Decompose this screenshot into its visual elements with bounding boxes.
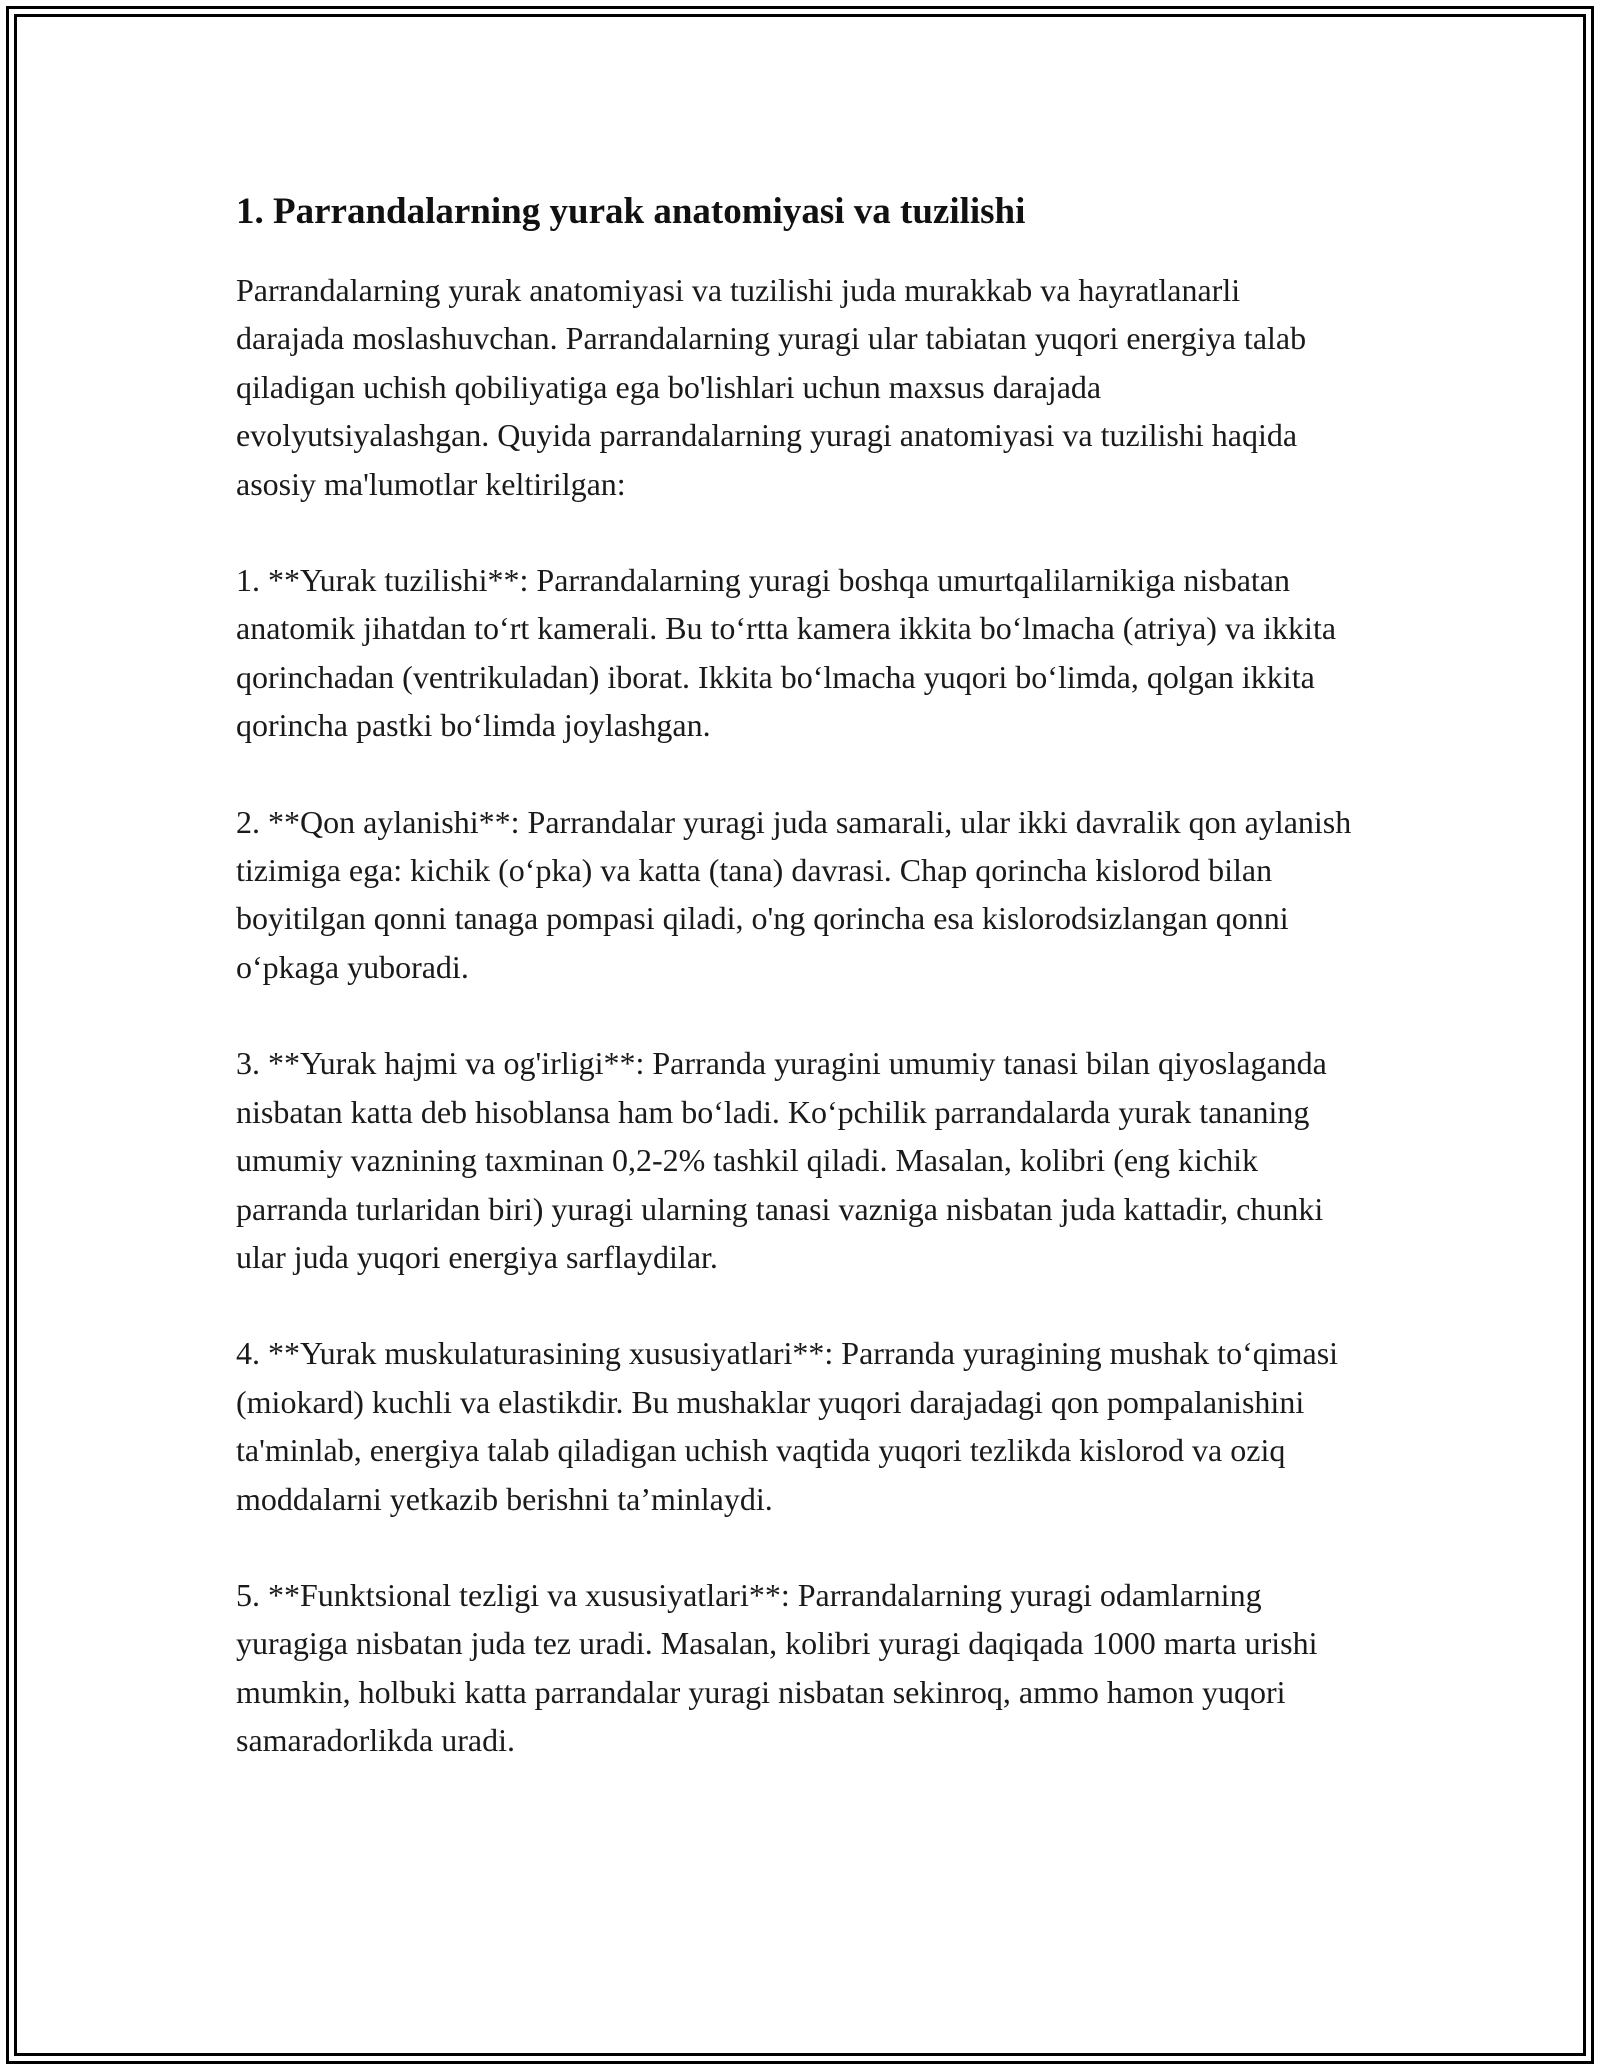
paragraph-heart-size-weight: 3. **Yurak hajmi va og'irligi**: Parranda yuragini umumiy tanasi bilan qiyoslaganda nisbatan katta deb hisoblansa ham bo‘ladi. Ko‘pchilik parrandalarda yurak tananing umumiy vaznining taxminan 0,2-2% tashkil qiladi. Masalan, kolibri (eng kichik parranda turlaridan biri) yuragi ularning tanasi vazniga nisbatan juda kattadir, chunki ular juda yuqori energiya sarflaydilar.: [236, 1045, 1327, 1275]
paragraph-blood-circulation: 2. **Qon aylanishi**: Parrandalar yuragi juda samarali, ular ikki davralik qon aylanish tizimiga ega: kichik (o‘pka) va katta (tana) davrasi. Chap qorincha kislorod bilan boyitilgan qonni tanaga pompasi qiladi, o'ng qorincha esa kislorodsizlangan qonni o‘pkaga yuboradi.: [236, 803, 1352, 985]
paragraph-heart-muscle: 4. **Yurak muskulaturasining xususiyatlari**: Parranda yuragining mushak to‘qimasi (miokard) kuchli va elastikdir. Bu mushaklar yuqori darajadagi qon pompalanishini ta'minlab, energiya talab qiladigan uchish vaqtida yuqori tezlikda kislorod va oziq moddalarni yetkazib berishni ta’minlaydi.: [236, 1335, 1339, 1517]
page-title: 1. Parrandalarning yurak anatomiyasi va tuzilishi: [236, 191, 1026, 232]
paragraph-heart-structure: 1. **Yurak tuzilishi**: Parrandalarning yuragi boshqa umurtqalilarnikiga nisbatan anatomik jihatdan to‘rt kamerali. Bu to‘rtta kamera ikkita bo‘lmacha (atriya) va ikkita qorinchadan (ventrikuladan) iborat. Ikkita bo‘lmacha yuqori bo‘limda, qolgan ikkita qorincha pastki bo‘limda joylashgan.: [236, 562, 1337, 744]
intro-paragraph: Parrandalarning yurak anatomiyasi va tuzilishi juda murakkab va hayratlanarli darajada moslashuvchan. Parrandalarning yuragi ular tabiatan yuqori energiya talab qiladigan uchish qobiliyatiga ega bo'lishlari uchun maxsus darajada evolyutsiyalashgan. Quyida parrandalarning yuragi anatomiyasi va tuzilishi haqida asosiy ma'lumotlar keltirilgan:: [236, 272, 1307, 502]
paragraph-heart-rate: 5. **Funktsional tezligi va xususiyatlari**: Parrandalarning yuragi odamlarning yuragiga nisbatan juda tez uradi. Masalan, kolibri yuragi daqiqada 1000 marta urishi mumkin, holbuki katta parrandalar yuragi nisbatan sekinroq, ammo hamon yuqori samaradorlikda uradi.: [236, 1576, 1318, 1759]
document-body: [236, 186, 1356, 1813]
